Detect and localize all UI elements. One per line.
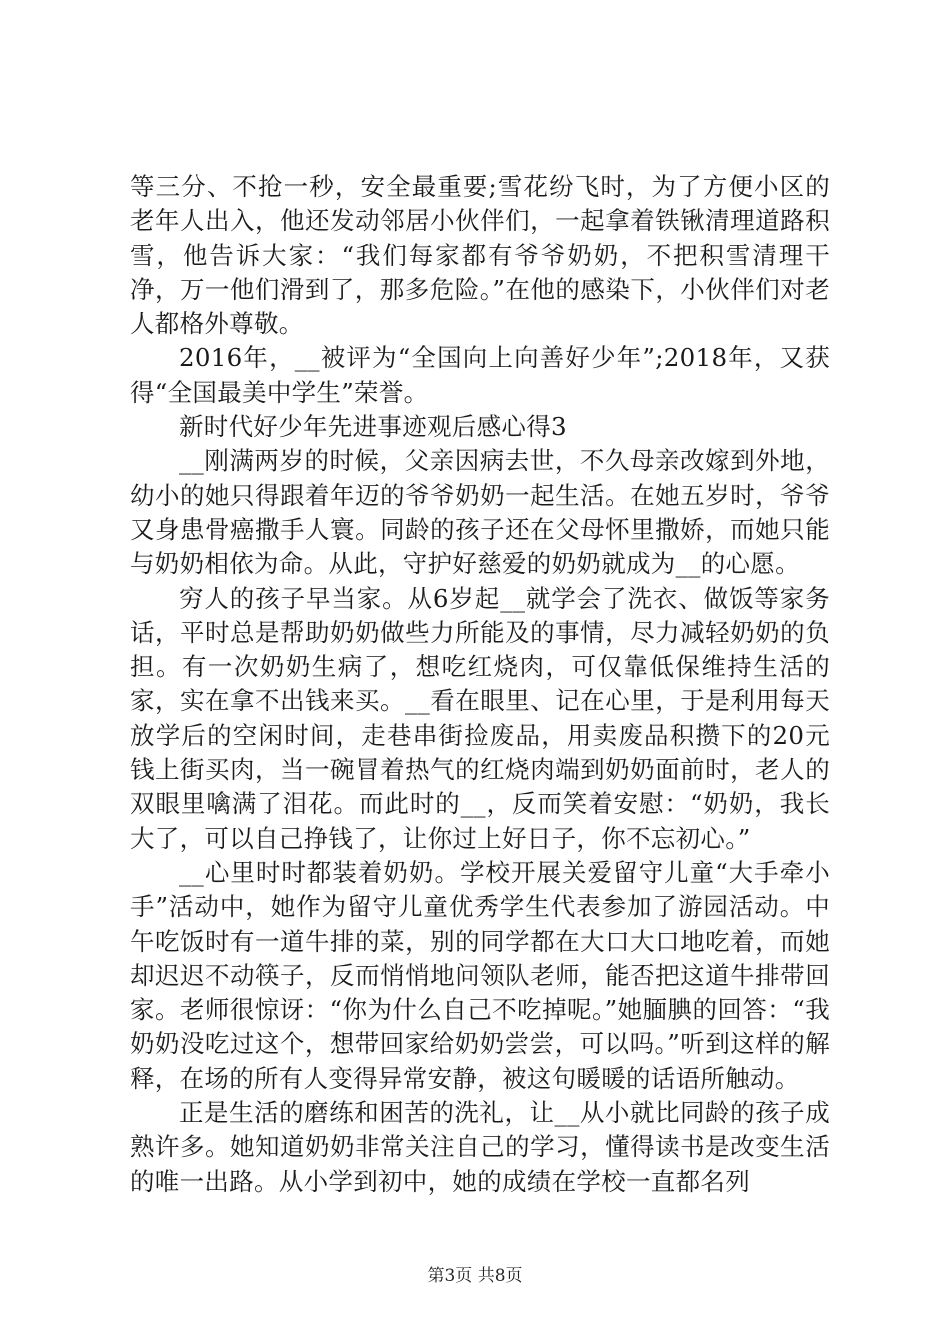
paragraph-continued: 等三分、不抢一秒，安全最重要;雪花纷飞时，为了方便小区的老年人出入，他还发动邻居小伙伴们，一起拿着铁锹清理道路积雪，他告诉大家：“我们每家都有爷爷奶奶，不把积雪清理干净，万一他们滑到了，那多危险。”在他的感染下，小伙伴们对老人都格外尊敬。 <box>130 172 830 339</box>
paragraph: 正是生活的磨练和困苦的洗礼，让__从小就比同龄的孩子成熟许多。她知道奶奶非常关注自己的学习，懂得读书是改变生活的唯一出路。从小学到初中，她的成绩在学校一直都名列 <box>130 1098 830 1196</box>
paragraph: 穷人的孩子早当家。从6岁起__就学会了洗衣、做饭等家务话，平时总是帮助奶奶做些力所能及的事情，尽力减轻奶奶的负担。有一次奶奶生病了，想吃红烧肉，可仅靠低保维持生活的家，实在拿不出钱来买。__看在眼里、记在心里，于是利用每天放学后的空闲时间，走巷串街捡废品，用卖废品积攒下的20元钱上街买肉，当一碗冒着热气的红烧肉端到奶奶面前时，老人的双眼里噙满了泪花。而此时的__，反而笑着安慰：“奶奶，我长大了，可以自己挣钱了，让你过上好日子，你不忘初心。” <box>130 583 830 853</box>
paragraph-honors: 2016年，__被评为“全国向上向善好少年”;2018年，又获得“全国最美中学生”荣誉。 <box>130 343 830 407</box>
document-body <box>130 170 830 1199</box>
paragraph: __心里时时都装着奶奶。学校开展关爱留守儿童“大手牵小手”活动中，她作为留守儿童优秀学生代表参加了游园活动。中午吃饭时有一道牛排的菜，别的同学都在大口大口地吃着，而她却迟迟不动筷子，反而悄悄地问领队老师，能否把这道牛排带回家。老师很惊讶：“你为什么自己不吃掉呢。”她腼腆的回答：“我奶奶没吃过这个，想带回家给奶奶尝尝，可以吗。”听到这样的解释，在场的所有人变得异常安静，被这句暖暖的话语所触动。 <box>130 857 831 1093</box>
page-footer: 第3页 共8页 <box>427 1266 523 1286</box>
section-heading: 新时代好少年先进事迹观后感心得3 <box>179 412 567 442</box>
paragraph: __刚满两岁的时候，父亲因病去世，不久母亲改嫁到外地，幼小的她只得跟着年迈的爷爷奶奶一起生活。在她五岁时，爷爷又身患骨癌撒手人寰。同龄的孩子还在父母怀里撒娇，而她只能与奶奶相依为命。从此，守护好慈爱的奶奶就成为__的心愿。 <box>130 446 830 579</box>
